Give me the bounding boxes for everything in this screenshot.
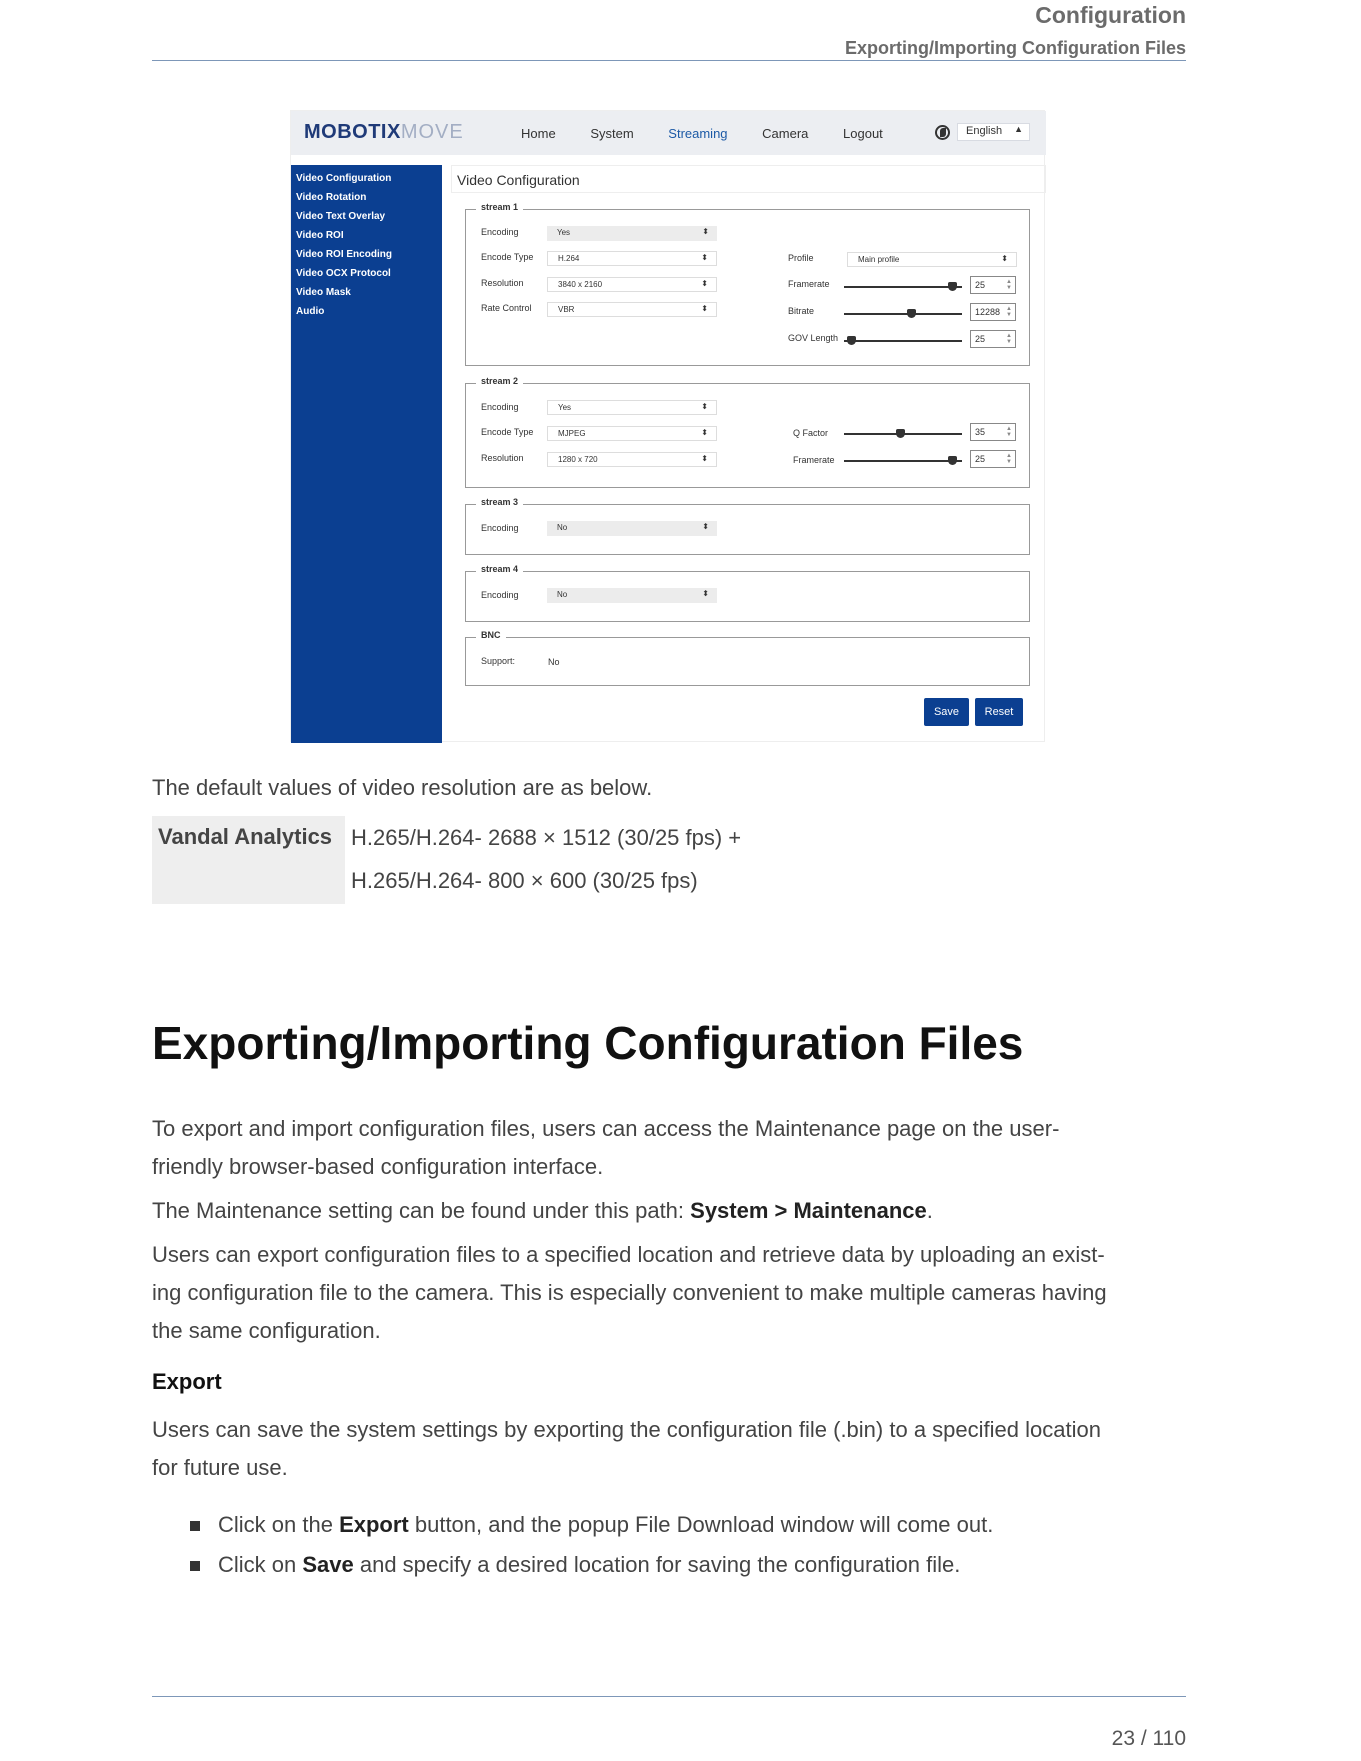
nav-logout[interactable]: Logout (843, 126, 883, 141)
table-label-cell: Vandal Analytics (152, 816, 345, 904)
sidebar (291, 165, 442, 743)
save-button[interactable]: Save (924, 698, 969, 726)
intro-text: The default values of video resolution are as below. (152, 775, 653, 800)
select-arrows-icon: ⬍ (701, 304, 708, 313)
slider-handle[interactable] (948, 282, 957, 291)
sidebar-item-video-rotation[interactable]: Video Rotation (296, 192, 367, 203)
stream1-group (465, 202, 1030, 366)
stream2-framerate-label: Framerate (793, 455, 835, 465)
para2: The Maintenance setting can be found under this path: System > Maintenance. (152, 1198, 933, 1223)
para1-line2: friendly browser-based configuration interface. (152, 1154, 604, 1179)
stream1-gov-input[interactable]: 25 ▲ ▼ (970, 330, 1016, 348)
select-arrows-icon: ⬍ (701, 428, 708, 437)
para4-line1: Users can save the system settings by exporting the configuration file (.bin) to a specified location (152, 1417, 1101, 1442)
stream1-encode-type-label: Encode Type (481, 252, 534, 262)
footer-rule (152, 1696, 1186, 1697)
stream2-qfactor-input[interactable]: 35 ▲ ▼ (970, 423, 1016, 441)
ui-screenshot (290, 110, 1045, 742)
slider-handle[interactable] (847, 336, 856, 345)
bullet-square-icon (190, 1521, 200, 1531)
stream1-framerate-input[interactable]: 25 ▲ ▼ (970, 276, 1016, 294)
stream1-gov-slider[interactable] (844, 340, 962, 342)
stream3-legend: stream 3 (476, 497, 523, 507)
spinner-icon[interactable]: ▲ ▼ (1006, 279, 1012, 291)
stream4-encoding-select[interactable]: No ⬍ (547, 588, 717, 603)
running-header (152, 0, 1186, 61)
spinner-icon[interactable]: ▲ ▼ (1006, 306, 1012, 318)
slider-handle[interactable] (948, 456, 957, 465)
select-arrows-icon: ⬍ (701, 253, 708, 262)
stream3-encoding-select[interactable]: No ⬍ (547, 521, 717, 536)
stream4-legend: stream 4 (476, 564, 523, 574)
stream2-encoding-label: Encoding (481, 402, 519, 412)
stream2-framerate-slider[interactable] (844, 460, 962, 462)
select-arrows-icon: ⬍ (701, 279, 708, 288)
stream1-resolution-select[interactable]: 3840 x 2160 ⬍ (547, 277, 717, 292)
main-nav (521, 126, 914, 141)
select-arrows-icon: ⬍ (702, 589, 709, 598)
stream1-encoding-select[interactable]: Yes ⬍ (547, 226, 717, 241)
stream1-legend: stream 1 (476, 202, 523, 212)
stream1-encode-type-select[interactable]: H.264 ⬍ (547, 251, 717, 266)
para4-line2: for future use. (152, 1455, 288, 1480)
para3-line3: the same configuration. (152, 1318, 381, 1343)
section-heading: Exporting/Importing Configuration Files (152, 1017, 1024, 1069)
stream1-rate-control-label: Rate Control (481, 303, 532, 313)
stream1-encoding-label: Encoding (481, 227, 519, 237)
sidebar-item-video-ocx-protocol[interactable]: Video OCX Protocol (296, 268, 391, 279)
stream2-resolution-label: Resolution (481, 453, 524, 463)
globe-icon (935, 125, 950, 140)
section-title: Exporting/Importing Configuration Files (845, 38, 1186, 58)
slider-handle[interactable] (907, 309, 916, 318)
stream1-rate-control-select[interactable]: VBR ⬍ (547, 302, 717, 317)
select-arrows-icon: ▲ (1014, 124, 1023, 134)
para1-line1: To export and import configuration files, users can access the Maintenance page on the user- (152, 1116, 1060, 1141)
export-heading: Export (152, 1369, 222, 1394)
para3-line2: ing configuration file to the camera. This is especially convenient to make multiple cameras having (152, 1280, 1107, 1305)
spinner-icon[interactable]: ▲ ▼ (1006, 426, 1012, 438)
table-value-line1: H.265/H.264- 2688 × 1512 (30/25 fps) + (351, 825, 742, 850)
spinner-icon[interactable]: ▲ ▼ (1006, 333, 1012, 345)
stream1-profile-label: Profile (788, 253, 814, 263)
select-arrows-icon: ⬍ (702, 522, 709, 531)
nav-home[interactable]: Home (521, 126, 556, 141)
sidebar-item-video-roi-encoding[interactable]: Video ROI Encoding (296, 249, 392, 260)
reset-button[interactable]: Reset (975, 698, 1023, 726)
bnc-support-value: No (548, 657, 560, 667)
select-arrows-icon: ⬍ (701, 402, 708, 411)
stream1-bitrate-label: Bitrate (788, 306, 815, 316)
bnc-support-label: Support: (481, 656, 516, 666)
stream3-group (465, 497, 1030, 555)
stream2-qfactor-slider[interactable] (844, 433, 962, 435)
stream1-resolution-label: Resolution (481, 278, 524, 288)
chapter-title: Configuration (1035, 2, 1186, 28)
stream2-framerate-input[interactable]: 25 ▲ ▼ (970, 450, 1016, 468)
ui-topbar (291, 111, 1046, 155)
bnc-legend: BNC (476, 630, 506, 640)
spinner-icon[interactable]: ▲ ▼ (1006, 453, 1012, 465)
nav-streaming[interactable]: Streaming (668, 126, 728, 141)
sidebar-item-video-roi[interactable]: Video ROI (296, 230, 344, 241)
sidebar-item-video-text-overlay[interactable]: Video Text Overlay (296, 211, 386, 222)
stream2-resolution-select[interactable]: 1280 x 720 ⬍ (547, 452, 717, 467)
logo: MOBOTIXMOVE (304, 121, 464, 143)
para3-line1: Users can export configuration files to a specified location and retrieve data by uploading an exist- (152, 1242, 1105, 1267)
stream4-group (465, 564, 1030, 622)
select-arrows-icon: ⬍ (701, 454, 708, 463)
stream3-encoding-label: Encoding (481, 523, 519, 533)
stream2-encode-type-select[interactable]: MJPEG ⬍ (547, 426, 717, 441)
page-number: 23 / 110 (1111, 1727, 1186, 1750)
table-value-line2: H.265/H.264- 800 × 600 (30/25 fps) (351, 868, 698, 893)
stream2-qfactor-label: Q Factor (793, 428, 829, 438)
stream2-encode-type-label: Encode Type (481, 427, 534, 437)
nav-camera[interactable]: Camera (762, 126, 809, 141)
stream1-framerate-label: Framerate (788, 279, 830, 289)
slider-handle[interactable] (896, 429, 905, 438)
panel-title: Video Configuration (451, 165, 1046, 193)
stream2-group (465, 376, 1030, 488)
nav-system[interactable]: System (590, 126, 634, 141)
sidebar-item-audio[interactable]: Audio (296, 306, 325, 317)
bullet-square-icon (190, 1561, 200, 1571)
stream1-bitrate-slider[interactable] (844, 313, 962, 315)
sidebar-item-video-mask[interactable]: Video Mask (296, 287, 351, 298)
select-arrows-icon: ⬍ (702, 227, 709, 236)
bnc-group (465, 630, 1030, 686)
stream1-framerate-slider[interactable] (844, 286, 962, 288)
select-arrows-icon: ⬍ (1001, 254, 1008, 263)
stream1-bitrate-input[interactable]: 12288 ▲ ▼ (970, 303, 1016, 321)
stream1-profile-select[interactable]: Main profile ⬍ (847, 252, 1017, 267)
stream2-encoding-select[interactable]: Yes ⬍ (547, 400, 717, 415)
language-select[interactable]: English ▲ (957, 123, 1030, 141)
stream1-gov-label: GOV Length (788, 333, 839, 343)
stream2-legend: stream 2 (476, 376, 523, 386)
sidebar-item-video-configuration[interactable]: Video Configuration (296, 173, 392, 184)
stream4-encoding-label: Encoding (481, 590, 519, 600)
